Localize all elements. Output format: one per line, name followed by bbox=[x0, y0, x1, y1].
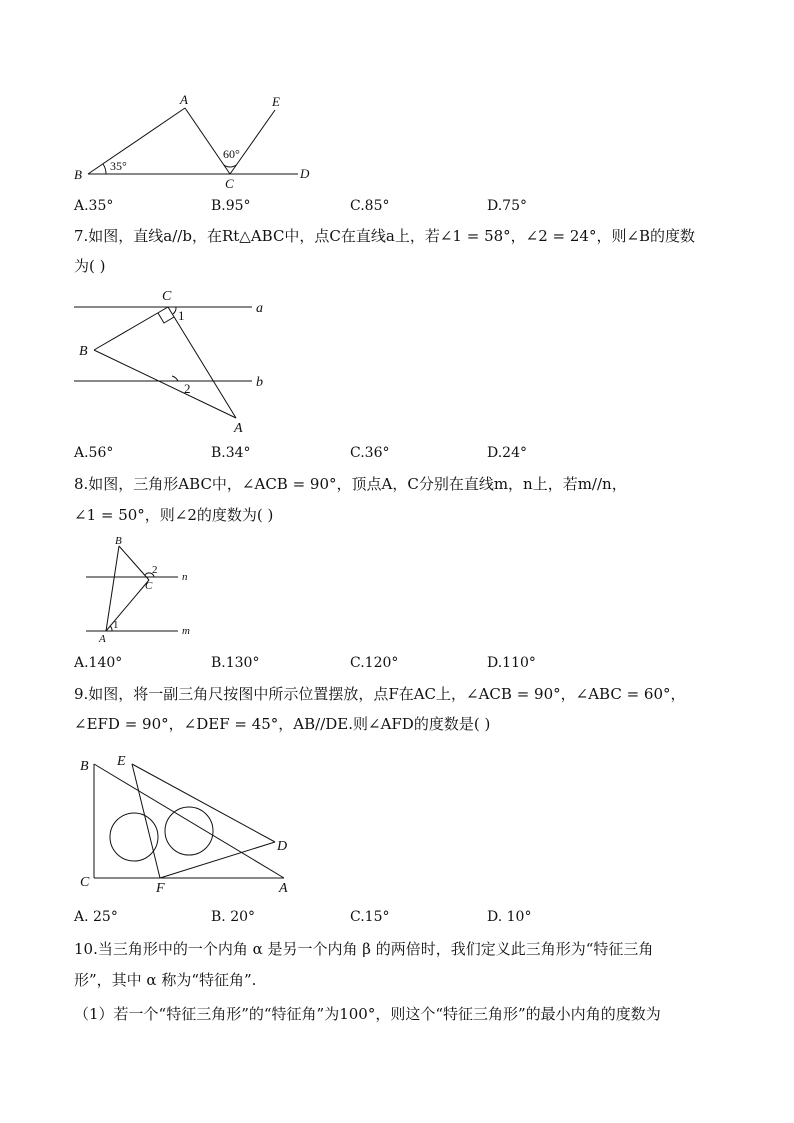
angle-label-2: 2 bbox=[184, 381, 191, 396]
label-line-b: b bbox=[256, 375, 263, 390]
segment-ba bbox=[94, 764, 284, 878]
angle-label-1: 1 bbox=[113, 619, 119, 631]
segment-ac bbox=[185, 108, 230, 174]
q10-stem-line2: 形”，其中 α 称为“特征角”. bbox=[74, 971, 257, 989]
choice-c[interactable]: C.120° bbox=[350, 655, 399, 671]
choice-a[interactable]: A. 25° bbox=[74, 909, 118, 925]
segment-ed bbox=[132, 764, 275, 842]
q8-stem-line1: 8.如图，三角形ABC中，∠ACB = 90°，顶点A，C分别在直线m，n上，若m//n， bbox=[74, 475, 627, 493]
q8-stem-line2: ∠1 = 50°，则∠2的度数为( ) bbox=[74, 506, 274, 524]
q6-figure bbox=[70, 90, 330, 190]
choice-a[interactable]: A.35° bbox=[74, 198, 114, 214]
label-b: B bbox=[74, 167, 82, 182]
q9-choices bbox=[74, 909, 774, 929]
q10-part1: （1）若一个“特征三角形”的“特征角”为100°，则这个“特征三角形”的最小内角的度数为 bbox=[74, 1005, 661, 1023]
label-line-n: n bbox=[182, 571, 188, 583]
ruler-hole-1 bbox=[110, 813, 158, 861]
q7-choices bbox=[74, 445, 774, 465]
label-c: C bbox=[80, 875, 90, 890]
choice-a[interactable]: A.140° bbox=[74, 655, 123, 671]
label-line-m: m bbox=[182, 625, 190, 637]
angle-arc-b bbox=[103, 164, 106, 174]
angle-arc-1 bbox=[173, 307, 176, 314]
q9-figure bbox=[74, 748, 304, 896]
choice-b[interactable]: B. 20° bbox=[211, 909, 256, 925]
segment-cb bbox=[94, 307, 168, 350]
q9-stem-line1: 9.如图，将一副三角尺按图中所示位置摆放，点F在AC上，∠ACB = 90°，∠ABC = 60°， bbox=[74, 685, 686, 703]
q7-stem-line1: 7.如图，直线a//b，在Rt△ABC中，点C在直线a上，若∠1 = 58°，∠2 = 24°，则∠B的度数 bbox=[74, 227, 696, 245]
q7-stem-line2: 为( ) bbox=[74, 257, 106, 275]
angle-label-1: 1 bbox=[178, 308, 185, 323]
label-a: A bbox=[99, 633, 106, 645]
label-c: C bbox=[225, 176, 234, 191]
label-a: A bbox=[180, 92, 188, 107]
right-angle-mark bbox=[158, 313, 174, 323]
label-line-a: a bbox=[256, 301, 263, 316]
angle-arc-2 bbox=[172, 376, 178, 381]
segment-ba bbox=[88, 108, 185, 174]
angle-label-c: 60° bbox=[223, 147, 240, 161]
choice-d[interactable]: D.110° bbox=[487, 655, 536, 671]
choice-c[interactable]: C.15° bbox=[350, 909, 390, 925]
q6-choices bbox=[74, 198, 774, 218]
choice-a[interactable]: A.56° bbox=[74, 445, 114, 461]
label-c: C bbox=[145, 580, 153, 592]
angle-arc-c bbox=[224, 165, 236, 167]
label-b: B bbox=[79, 344, 88, 359]
q8-figure bbox=[80, 533, 200, 648]
segment-bc bbox=[119, 546, 149, 580]
label-e: E bbox=[117, 754, 126, 769]
choice-c[interactable]: C.85° bbox=[350, 198, 390, 214]
angle-label-b: 35° bbox=[110, 159, 127, 173]
choice-b[interactable]: B.130° bbox=[211, 655, 260, 671]
segment-ce bbox=[230, 110, 275, 174]
choice-d[interactable]: D.24° bbox=[487, 445, 527, 461]
angle-label-2: 2 bbox=[152, 564, 158, 576]
label-a: A bbox=[234, 421, 243, 436]
q10-stem-line1: 10.当三角形中的一个内角 α 是另一个内角 β 的两倍时，我们定义此三角形为“特征三角 bbox=[74, 940, 654, 958]
label-a: A bbox=[279, 881, 288, 896]
angle-arc-1 bbox=[110, 626, 112, 631]
label-b: B bbox=[115, 535, 122, 547]
label-b: B bbox=[80, 759, 89, 774]
choice-c[interactable]: C.36° bbox=[350, 445, 390, 461]
label-d: D bbox=[277, 839, 288, 854]
q9-stem-line2: ∠EFD = 90°，∠DEF = 45°，AB//DE.则∠AFD的度数是( ) bbox=[74, 715, 491, 733]
label-f: F bbox=[156, 881, 165, 896]
label-d: D bbox=[300, 166, 310, 181]
label-c: C bbox=[162, 289, 172, 304]
q7-figure bbox=[70, 284, 290, 436]
segment-fd bbox=[160, 842, 275, 878]
choice-d[interactable]: D.75° bbox=[487, 198, 527, 214]
q8-choices bbox=[74, 655, 774, 675]
choice-d[interactable]: D. 10° bbox=[487, 909, 532, 925]
choice-b[interactable]: B.95° bbox=[211, 198, 251, 214]
choice-b[interactable]: B.34° bbox=[211, 445, 251, 461]
label-e: E bbox=[272, 94, 280, 109]
